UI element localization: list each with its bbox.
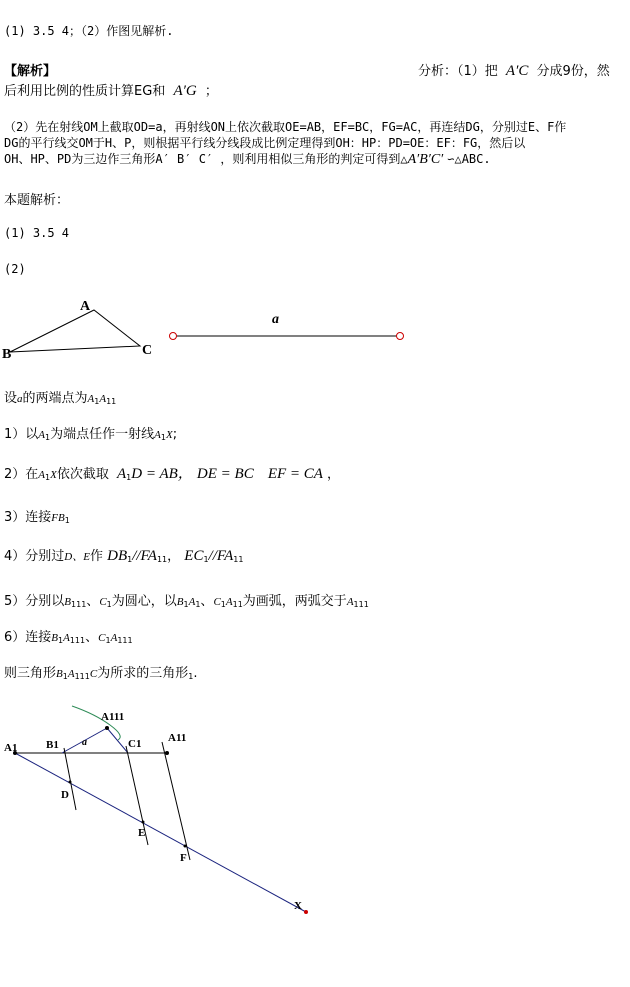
step1-rs: 1 [160,433,166,442]
label-a1: A1 [4,742,18,754]
step5-s1: 111 [71,600,87,609]
conclusion-sub: 1 [188,672,194,681]
step6-sep: 、 [85,630,99,645]
step-2: 2）在$A_1X$依次截取 $A_1D$ = AB， DE = BC EF = CA ， [4,466,340,482]
step5-q2s: 1 [220,600,226,609]
step1-s: 1 [45,433,51,442]
step6-ds: 111 [117,636,133,645]
step5-s2: 1 [106,600,112,609]
step4-eq1: DB [107,548,128,564]
step1-end: ; [172,427,178,442]
step-6 [4,626,133,645]
step5-q2b: A [225,596,233,608]
point-a11 [165,751,169,755]
step5-mid: 为圆心，以 [111,594,177,609]
conclusion-a: B [56,668,63,680]
figure-triangle-and-segment [0,292,420,367]
step5-p2: C [99,596,107,608]
step1-pre: 1）以 [4,427,39,442]
point-e [142,821,145,824]
step6-cs: 1 [105,636,111,645]
step0-s1: 1 [94,397,100,406]
step4-mid: 作 [89,549,103,564]
step2-pre: 2）在 [4,467,39,482]
analysis-line2b: ； [204,84,218,99]
label-a111: A111 [101,711,125,723]
analysis-first-line [418,60,610,80]
label-c-vertex: C [142,343,153,358]
step5-r: A [346,596,354,608]
triangle-abc-prime: A′B′C′ [407,152,444,167]
step6-b: A [63,632,70,644]
step-4 [4,545,243,565]
step5-p1: B [64,596,72,608]
point-f [184,845,187,848]
step5-q2bs: 11 [232,600,243,609]
answer-2: (2) [4,262,26,276]
step3-pre: 3）连接 [4,510,52,525]
benti-label: 本题解析： [4,193,70,208]
label-c1: C1 [128,738,142,750]
step3-s: 1 [64,516,70,525]
label-x: X [294,900,302,912]
step6-bs: 111 [69,636,86,645]
step2-mid: 依次截取 [56,467,109,482]
point-d [69,781,72,784]
step4-eq1s: 1 [127,555,133,564]
step0-mid: 的两端点为 [22,391,88,406]
conclusion-pre: 则三角形 [4,666,57,681]
step2-eq1: D = AB， [131,466,193,482]
step0-p2: A [99,393,107,405]
step5-sep2: 、 [200,594,214,609]
step5-q1bs: 1 [195,600,201,609]
step6-d: A [110,632,118,644]
step4-p: D、E [64,551,90,563]
label-d: D [61,789,69,801]
step0-var: a [17,393,23,405]
segment-ag: A′G [173,83,197,99]
step-3 [4,506,70,525]
point-a111 [105,726,109,730]
step4-eq2bs: 11 [233,555,244,564]
step4-eq2s: 1 [203,555,209,564]
step6-pre: 6）连接 [4,630,52,645]
step4-pre: 4）分别过 [4,549,65,564]
step5-q1: B [176,596,184,608]
label-segment-a: a [272,312,279,327]
figure-construction [0,700,340,925]
part2-line3a: OH、HP、PD为三边作三角形A′ B′ C′ ，则利用相似三角形的判定可得到△ [4,152,408,166]
label-b-vertex: B [2,347,12,362]
step0-p1: A [87,393,95,405]
step2-r: A [38,469,46,481]
step1-mid: 为端点任作一射线 [50,427,155,442]
step4-eq1bs: 11 [156,555,168,564]
step1-p: A [38,429,46,441]
conclusion [4,662,197,681]
analysis-line2a: 后利用比例的性质计算EG和 [4,84,166,99]
step2-end: ， [326,467,340,482]
step1-rx: X [165,429,173,441]
step3-v: FB [51,512,65,524]
step0-s2: 11 [106,397,117,406]
answer-1: (1) 3.5 4 [4,226,70,240]
step5-q2: C [213,596,221,608]
segment-ac: A′C [505,63,529,79]
label-e: E [138,827,146,839]
step4-eq1b: //FA [132,548,157,564]
step4-sep: ， [167,549,181,564]
analysis-prefix: 分析：（1）把 [418,64,498,79]
part2-line3 [4,150,491,168]
step5-mid2: 为画弧，两弧交于 [242,594,347,609]
label-a-small: a [82,737,87,748]
step0-pre: 设 [4,391,18,406]
conclusion-b: A [67,668,75,680]
step2-rx: X [50,469,57,481]
label-a11: A11 [168,732,187,744]
label-a-vertex: A [80,299,91,314]
step5-q1b: A [188,596,196,608]
step6-a: B [51,632,59,644]
step-0 [4,387,116,406]
conclusion-as: 1 [62,672,68,681]
segment-a-endpoint-right [397,333,404,340]
part2-line1: （2）先在射线OM上截取OD=a，再射线ON上依次截取OE=AB，EF=BC，FG=AC，再连结DG，分别过E、F作 [4,120,567,134]
analysis-second-line [4,80,218,100]
step-1 [4,423,177,442]
conclusion-bs: 111 [74,672,90,681]
point-x [304,910,308,914]
step2-eq3: EF = CA [267,466,323,482]
jiexi-label: 【解析】 [4,64,57,79]
conclusion-c: C [89,668,98,680]
step1-r: A [154,429,161,441]
part2-line3b: ∽△ABC. [447,152,491,166]
ray-a1-x [15,753,306,912]
label-b1: B1 [46,739,59,751]
conclusion-end: . [193,666,198,681]
conclusion-mid: 为所求的三角形 [97,666,189,681]
step5-rs: 111 [353,600,369,609]
analysis-suffix: 分成9份，然 [536,64,610,79]
answer-line: (1) 3.5 4；（2）作图见解析. [4,24,174,38]
step2-rs: 1 [45,473,51,482]
step-5 [4,590,369,609]
step6-c: C [98,632,106,644]
step5-pre: 5）分别以 [4,594,65,609]
part2-line2: DG的平行线交OM于H、P，则根据平行线分线段成比例定理得到OH：HP：PD=OE：EF：FG，然后以 [4,136,526,150]
step2-eq2: DE = BC [196,466,254,482]
line-f-a11 [162,742,190,860]
step6-as: 1 [58,636,64,645]
triangle-abc [10,310,140,352]
label-f: F [180,852,187,864]
step4-eq2: EC [184,548,204,564]
step5-sep: 、 [86,594,100,609]
step4-eq2b: //FA [208,548,234,564]
segment-a-endpoint-left [170,333,177,340]
step5-q1s: 1 [183,600,189,609]
